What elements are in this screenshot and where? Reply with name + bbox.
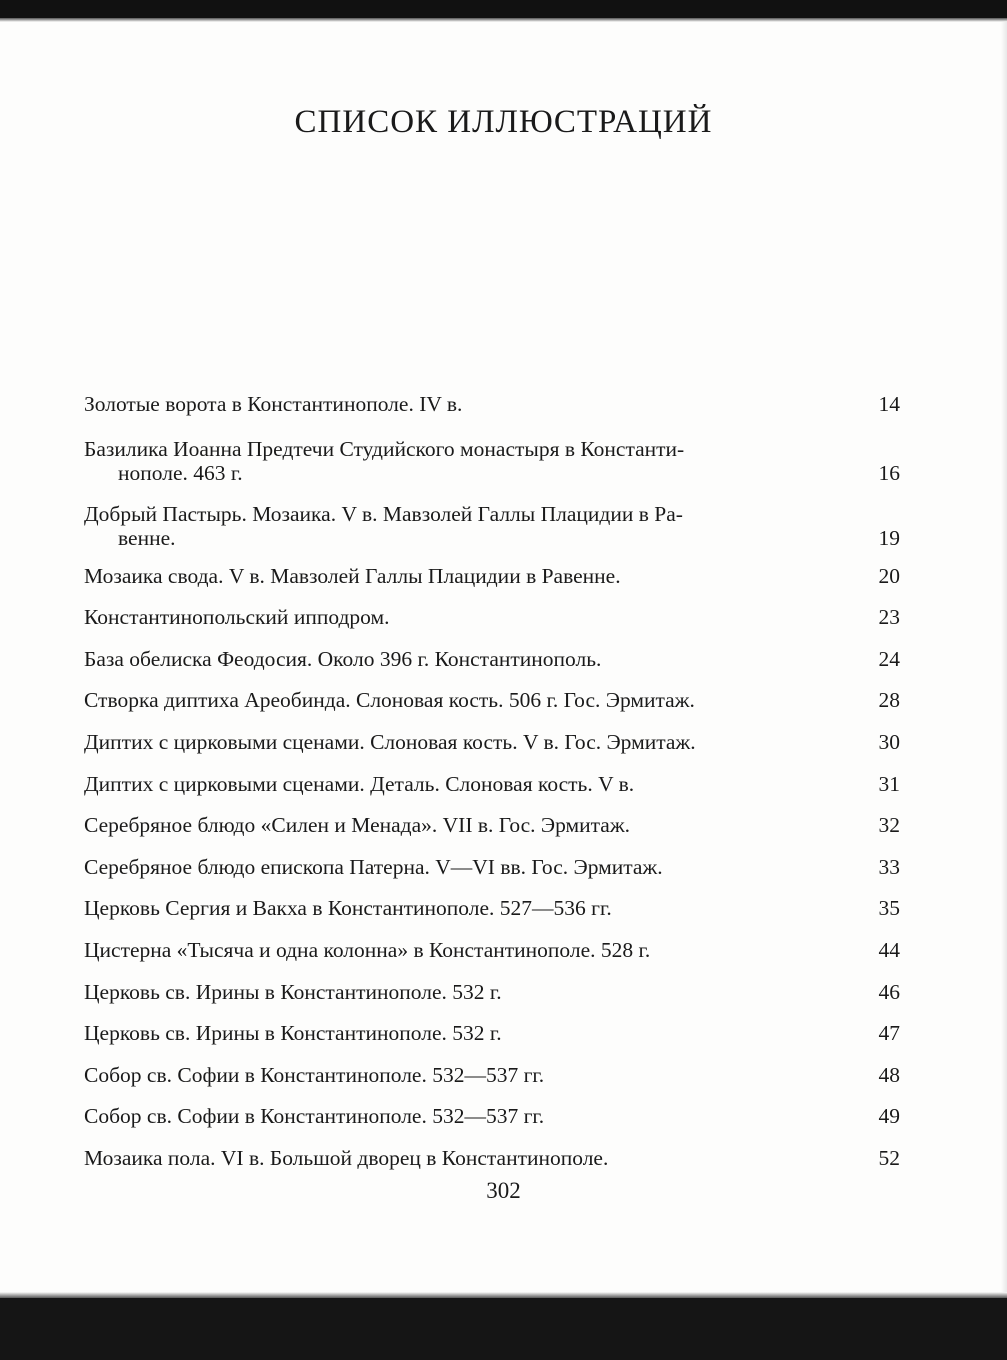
entry-caption: Мозаика свода. V в. Мавзолей Галлы Плацидии в Равенне. (84, 563, 621, 588)
entry-page: 14 (878, 392, 900, 416)
entry-caption-continuation: венне. (118, 525, 176, 550)
page-number: 302 (486, 1178, 521, 1203)
list-item (84, 431, 904, 485)
entry-page: 20 (878, 563, 900, 588)
entry-page: 49 (878, 1104, 900, 1129)
entry-caption-line: Добрый Пастырь. Мозаика. V в. Мавзолей Галлы Плацидии в Ра- (84, 501, 683, 526)
entry-page: 32 (878, 813, 900, 838)
list-item (84, 893, 904, 923)
scan-bottom-border (0, 1298, 1007, 1360)
list-item (84, 810, 904, 840)
entry-page: 44 (878, 937, 900, 962)
scan-top-border (0, 0, 1007, 18)
list-item (84, 644, 904, 674)
entry-page: 52 (878, 1145, 900, 1170)
entry-page: 31 (878, 771, 900, 796)
scan-top-shadow (0, 18, 1007, 22)
list-item (84, 561, 904, 591)
entry-caption: Собор св. Софии в Константинополе. 532—537 гг. (84, 1104, 545, 1129)
entry-caption: Церковь Сергия и Вакха в Константинополе. 527—536 гг. (84, 896, 612, 921)
entry-page: 47 (878, 1021, 900, 1046)
entry-caption: Церковь св. Ирины в Константинополе. 532 г. (84, 979, 502, 1004)
list-item (84, 727, 904, 757)
entry-caption-line: Базилика Иоанна Предтечи Студийского монастыря в Константи- (84, 436, 685, 461)
list-item (84, 852, 904, 882)
entry-caption: Церковь св. Ирины в Константинополе. 532 г. (84, 1021, 502, 1046)
entry-page: 23 (878, 605, 900, 630)
entry-page: 46 (878, 979, 900, 1004)
page-title: СПИСОК ИЛЛЮСТРАЦИЙ (294, 104, 713, 141)
list-item (84, 1101, 904, 1131)
scan-right-shadow (1001, 22, 1007, 1292)
entry-caption: Цистерна «Тысяча и одна колонна» в Константинополе. 528 г. (84, 937, 651, 962)
entry-caption: Створка диптиха Ареобинда. Слоновая кость. 506 г. Гос. Эрмитаж. (84, 688, 695, 713)
entry-caption (84, 437, 844, 485)
entry-caption (84, 502, 844, 550)
list-item (84, 1060, 904, 1090)
list-item (84, 602, 904, 632)
entry-caption-continuation: нополе. 463 г. (118, 460, 243, 485)
list-item (84, 977, 904, 1007)
list-item (84, 685, 904, 715)
entry-page: 28 (878, 688, 900, 713)
list-item (84, 1143, 904, 1173)
list-item (84, 1018, 904, 1048)
entry-page: 24 (878, 646, 900, 671)
entry-page: 35 (878, 896, 900, 921)
entry-page: 48 (878, 1062, 900, 1087)
entry-caption: Серебряное блюдо епископа Патерна. V—VI вв. Гос. Эрмитаж. (84, 854, 663, 879)
entry-page: 33 (878, 854, 900, 879)
entry-page: 19 (878, 525, 900, 550)
illustration-list (84, 389, 904, 1185)
entry-caption: Собор св. Софии в Константинополе. 532—537 гг. (84, 1062, 545, 1087)
list-item (84, 769, 904, 799)
entry-caption: Мозаика пола. VI в. Большой дворец в Константинополе. (84, 1145, 609, 1170)
entry-caption: Серебряное блюдо «Силен и Менада». VII в. Гос. Эрмитаж. (84, 813, 631, 838)
list-item (84, 389, 904, 419)
list-item (84, 935, 904, 965)
entry-caption: Золотые ворота в Константинополе. IV в. (84, 392, 463, 416)
entry-caption: Константинопольский ипподром. (84, 605, 390, 630)
entry-caption: Диптих с цирковыми сценами. Деталь. Слоновая кость. V в. (84, 771, 635, 796)
entry-page: 16 (878, 460, 900, 485)
entry-caption: Диптих с цирковыми сценами. Слоновая кость. V в. Гос. Эрмитаж. (84, 729, 696, 754)
entry-caption: База обелиска Феодосия. Около 396 г. Константинополь. (84, 646, 602, 671)
list-item (84, 496, 904, 550)
entry-page: 30 (878, 729, 900, 754)
